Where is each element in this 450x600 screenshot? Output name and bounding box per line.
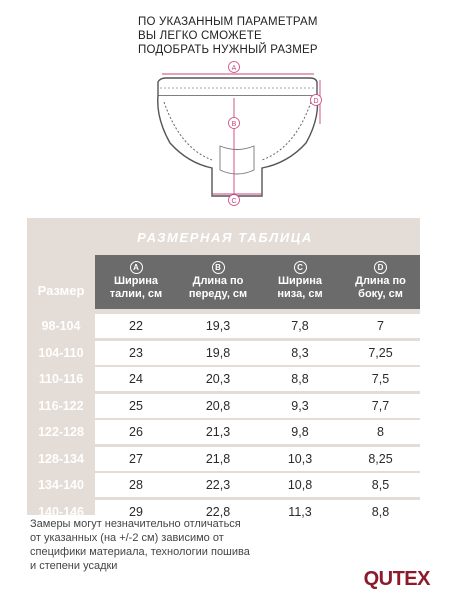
label-d: D (313, 98, 319, 105)
value-cell-d: 7,25 (368, 345, 393, 360)
column-header-d: D Длина по боку, см (355, 263, 406, 300)
value-cell-c: 11,3 (288, 504, 312, 519)
value-cell-d: 8,25 (368, 451, 393, 466)
value-cell-b: 20,8 (205, 398, 231, 413)
value-cell-b: 19,8 (205, 345, 231, 360)
letter-d-icon: D (374, 261, 387, 274)
size-cell: 128-134 (38, 451, 84, 466)
value-cell-a: 29 (129, 504, 143, 519)
letter-c-icon: C (294, 261, 307, 274)
intro-line-1: ПО УКАЗАННЫМ ПАРАМЕТРАМ (138, 16, 318, 28)
table-row (27, 472, 420, 498)
value-cell-c: 9,8 (291, 425, 309, 439)
size-cell: 116-122 (38, 398, 84, 413)
brand-logo: QUTEX (363, 568, 430, 590)
value-cell-c: 8,3 (291, 345, 309, 360)
value-cell-a: 27 (129, 451, 143, 466)
value-cell-d: 8 (377, 425, 384, 439)
value-cell-a: 28 (129, 478, 143, 492)
size-cell: 110-116 (38, 372, 84, 386)
table-title: РАЗМЕРНАЯ ТАБЛИЦА (137, 230, 313, 245)
column-header-b: B Длина по переду, см (188, 263, 248, 300)
value-cell-c: 9,3 (291, 398, 309, 413)
value-cell-c: 7,8 (291, 319, 309, 333)
value-cell-a: 22 (129, 319, 143, 333)
size-cell: 98-104 (41, 319, 81, 333)
value-cell-d: 7 (377, 319, 384, 333)
value-cell-b: 19,3 (205, 319, 231, 333)
table-row (27, 313, 420, 339)
size-cell: 104-110 (38, 345, 84, 360)
briefs-body (158, 96, 318, 196)
value-cell-b: 20,3 (205, 372, 231, 386)
value-cell-b: 21,8 (205, 451, 231, 466)
value-cell-c: 8,8 (291, 372, 309, 386)
value-cell-d: 7,5 (371, 372, 390, 386)
value-cell-d: 7,7 (371, 398, 390, 413)
value-cell-b: 22,3 (205, 478, 231, 492)
column-header-a: A Ширина талии, см (109, 263, 163, 300)
table-row (27, 446, 420, 472)
table-header-row (27, 255, 420, 309)
table-row (27, 340, 420, 366)
value-cell-c: 10,3 (287, 451, 313, 466)
label-b: B (231, 121, 237, 128)
briefs-waistband (158, 78, 317, 96)
value-cell-b: 22,8 (205, 504, 231, 519)
size-cell: 134-140 (38, 478, 84, 492)
intro-text (138, 15, 398, 57)
value-cell-a: 24 (129, 372, 143, 386)
table-row (27, 419, 420, 445)
value-cell-a: 23 (129, 345, 143, 360)
intro-line-2: ВЫ ЛЕГКО СМОЖЕТЕ (138, 30, 262, 42)
value-cell-a: 26 (129, 425, 143, 439)
briefs-diagram (150, 58, 325, 208)
value-cell-d: 8,5 (371, 478, 390, 492)
intro-line-3: ПОДОБРАТЬ НУЖНЫЙ РАЗМЕР (138, 44, 318, 56)
column-header-c: C Ширина низа, см (277, 263, 323, 300)
size-cell: 122-128 (38, 425, 84, 439)
measurement-note: Замеры могут незначительно отличаться от указанных (на +/-2 см) зависимо от специфики материала, технологии пошива и степени усадки (30, 518, 250, 572)
label-a: A (231, 65, 237, 72)
value-cell-c: 10,8 (287, 478, 313, 492)
letter-b-icon: B (212, 261, 225, 274)
size-column-header: Размер (37, 283, 85, 298)
size-cell: 140-146 (38, 504, 84, 519)
value-cell-b: 21,3 (205, 425, 231, 439)
letter-a-icon: A (130, 261, 143, 274)
value-cell-a: 25 (129, 398, 143, 413)
label-c: C (231, 198, 237, 205)
value-cell-d: 8,8 (371, 504, 390, 519)
table-row (27, 393, 420, 419)
table-row (27, 366, 420, 392)
